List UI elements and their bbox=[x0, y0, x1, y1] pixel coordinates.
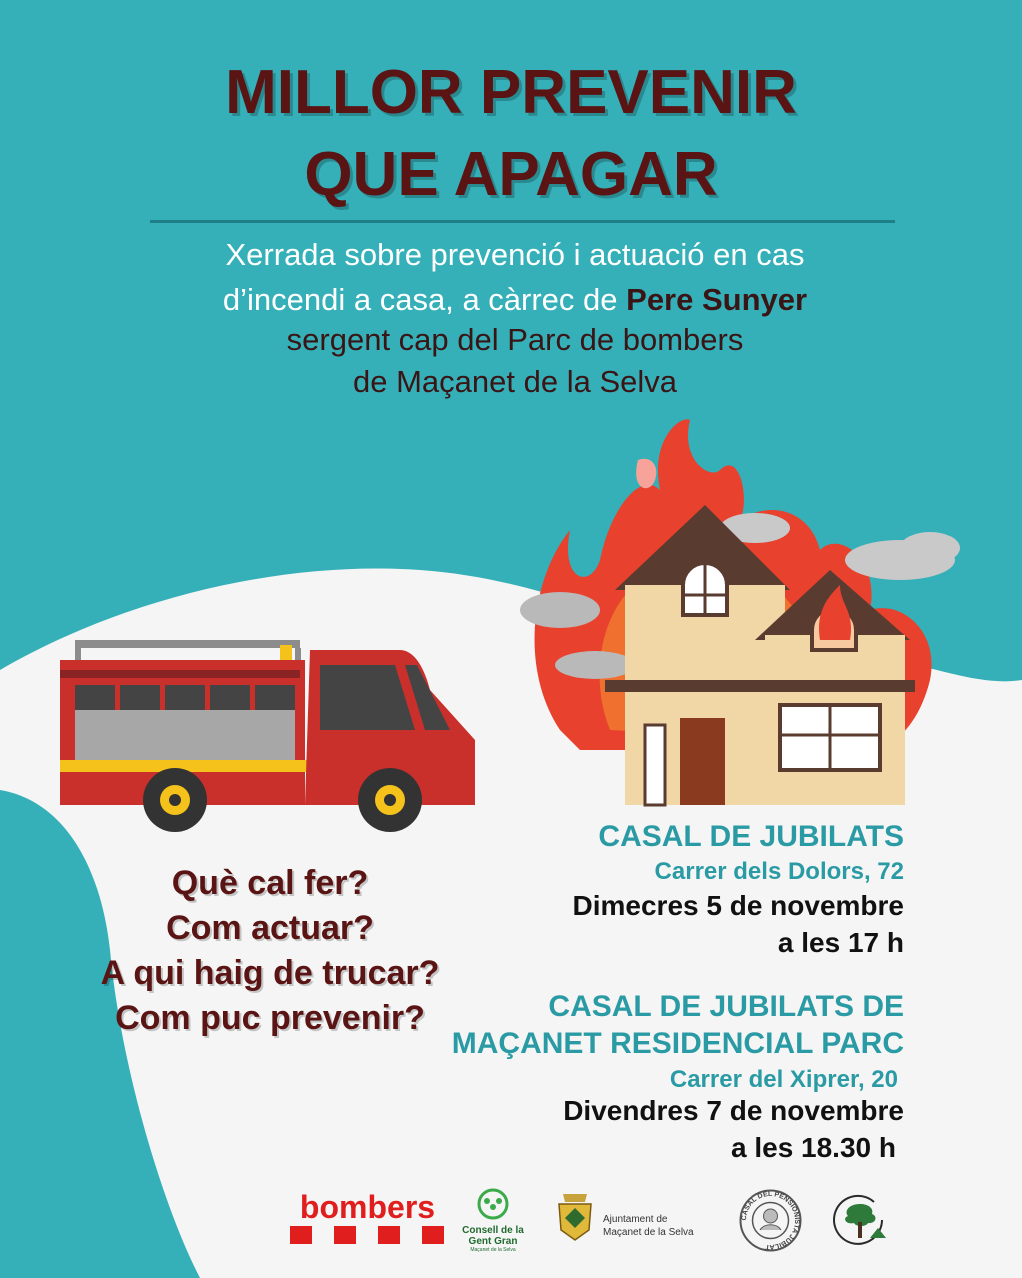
event-1-date: Dimecres 5 de novembre bbox=[572, 890, 904, 921]
question-4: Com puc prevenir? bbox=[115, 999, 425, 1037]
casal-pensionista-seal bbox=[738, 1188, 803, 1253]
event-1-address: Carrer dels Dolors, 72 bbox=[654, 858, 904, 885]
bombers-logo bbox=[290, 1190, 445, 1250]
question-3: A qui haig de trucar? bbox=[100, 954, 440, 992]
casal-seal-text: CASAL DEL PENSIONISTA JUBILAT bbox=[740, 1190, 801, 1251]
bombers-logo-squares bbox=[290, 1224, 445, 1246]
question-1: Què cal fer? bbox=[171, 864, 369, 902]
event-1-time: a les 17 h bbox=[777, 927, 904, 958]
bombers-logo-text: bombers bbox=[299, 1189, 436, 1225]
speaker-name: Pere Sunyer bbox=[626, 282, 808, 317]
event-2-time: a les 18.30 h bbox=[730, 1132, 896, 1163]
title-line-2: QUE APAGAR bbox=[304, 140, 718, 209]
event-2-date: Divendres 7 de novembre bbox=[563, 1095, 904, 1126]
title-line-1: MILLOR PREVENIR bbox=[225, 58, 797, 127]
consell-line-3: Maçanet de la Selva bbox=[470, 1247, 516, 1253]
event-2-venue-line-1: CASAL DE JUBILATS DE bbox=[548, 990, 904, 1023]
divider bbox=[150, 220, 895, 223]
subtitle-line-2-text: d’incendi a casa, a càrrec de bbox=[222, 282, 627, 317]
people-circle-icon bbox=[458, 1188, 528, 1220]
ajuntament-logo bbox=[555, 1190, 715, 1250]
consell-line-1: Consell de la bbox=[462, 1225, 524, 1236]
ajuntament-line-2: Maçanet de la Selva bbox=[603, 1227, 694, 1238]
subtitle-line-2 bbox=[0, 280, 1022, 320]
consell-line-2: Gent Gran bbox=[468, 1236, 518, 1247]
consell-gent-gran-logo bbox=[458, 1188, 528, 1258]
subtitle-line-1: Xerrada sobre prevenció i actuació en cas bbox=[225, 237, 805, 272]
event-2-venue-line-2: MAÇANET RESIDENCIAL PARC bbox=[451, 1027, 904, 1060]
tree-logo bbox=[830, 1192, 890, 1250]
event-1-venue: CASAL DE JUBILATS bbox=[598, 820, 904, 853]
subtitle-line-3: sergent cap del Parc de bombers bbox=[286, 322, 744, 357]
burning-house-illustration bbox=[500, 410, 980, 810]
coat-of-arms-icon bbox=[555, 1190, 595, 1242]
event-2-address: Carrer del Xiprer, 20 bbox=[669, 1066, 898, 1093]
ajuntament-line-1: Ajuntament de bbox=[603, 1214, 668, 1225]
subtitle-line-4: de Maçanet de la Selva bbox=[353, 364, 677, 399]
fire-truck-illustration bbox=[55, 630, 485, 840]
question-2: Com actuar? bbox=[166, 909, 374, 947]
